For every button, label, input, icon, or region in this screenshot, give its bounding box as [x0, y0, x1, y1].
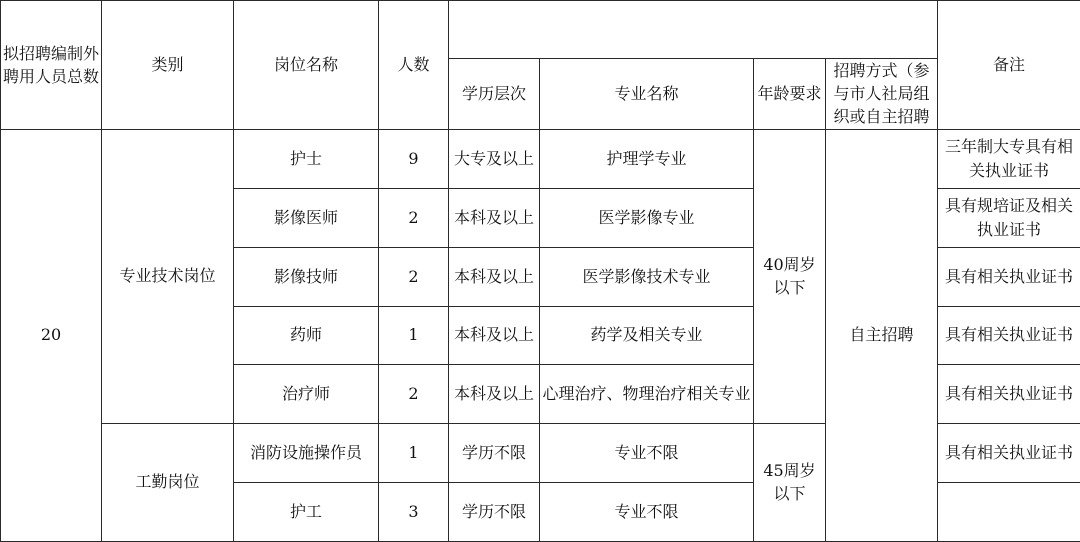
header-major: 专业名称	[540, 59, 754, 130]
method-cell: 自主招聘	[826, 129, 938, 541]
header-count: 人数	[379, 1, 449, 130]
count-cell: 2	[379, 247, 449, 306]
major-cell: 专业不限	[540, 482, 754, 541]
education-cell: 本科及以上	[449, 247, 540, 306]
count-cell: 3	[379, 482, 449, 541]
remarks-cell	[938, 482, 1080, 541]
education-cell: 学历不限	[449, 423, 540, 482]
remarks-cell: 具有规培证及相关执业证书	[938, 188, 1080, 247]
age-service-cell: 45周岁以下	[754, 423, 826, 541]
major-cell: 心理治疗、物理治疗相关专业	[540, 364, 754, 423]
header-row-top	[1, 1, 1080, 59]
remarks-cell: 具有相关执业证书	[938, 423, 1080, 482]
remarks-cell: 具有相关执业证书	[938, 364, 1080, 423]
count-cell: 2	[379, 364, 449, 423]
category-service: 工勤岗位	[102, 423, 234, 541]
header-age: 年龄要求	[754, 59, 826, 130]
education-cell: 本科及以上	[449, 364, 540, 423]
remarks-cell: 具有相关执业证书	[938, 306, 1080, 364]
major-cell: 药学及相关专业	[540, 306, 754, 364]
table-row	[1, 129, 1080, 188]
position-cell: 护士	[234, 129, 379, 188]
education-cell: 本科及以上	[449, 188, 540, 247]
major-cell: 医学影像专业	[540, 188, 754, 247]
remarks-cell: 具有相关执业证书	[938, 247, 1080, 306]
header-position: 岗位名称	[234, 1, 379, 130]
position-cell: 治疗师	[234, 364, 379, 423]
remarks-cell: 三年制大专具有相关执业证书	[938, 129, 1080, 188]
major-cell: 医学影像技术专业	[540, 247, 754, 306]
position-cell: 影像技师	[234, 247, 379, 306]
position-cell: 影像医师	[234, 188, 379, 247]
count-cell: 2	[379, 188, 449, 247]
category-tech: 专业技术岗位	[102, 129, 234, 423]
header-method: 招聘方式（参与市人社局组织或自主招聘	[826, 59, 938, 130]
count-cell: 9	[379, 129, 449, 188]
major-cell: 护理学专业	[540, 129, 754, 188]
header-remarks: 备注	[938, 1, 1080, 130]
count-cell: 1	[379, 306, 449, 364]
count-cell: 1	[379, 423, 449, 482]
position-cell: 护工	[234, 482, 379, 541]
age-tech-cell: 40周岁以下	[754, 129, 826, 423]
education-cell: 学历不限	[449, 482, 540, 541]
header-education: 学历层次	[449, 59, 540, 130]
total-count-cell: 20	[1, 129, 102, 541]
major-cell: 专业不限	[540, 423, 754, 482]
header-requirements-group	[449, 1, 938, 59]
education-cell: 大专及以上	[449, 129, 540, 188]
education-cell: 本科及以上	[449, 306, 540, 364]
position-cell: 药师	[234, 306, 379, 364]
position-cell: 消防设施操作员	[234, 423, 379, 482]
header-category: 类别	[102, 1, 234, 130]
header-total: 拟招聘编制外聘用人员总数	[1, 1, 102, 130]
